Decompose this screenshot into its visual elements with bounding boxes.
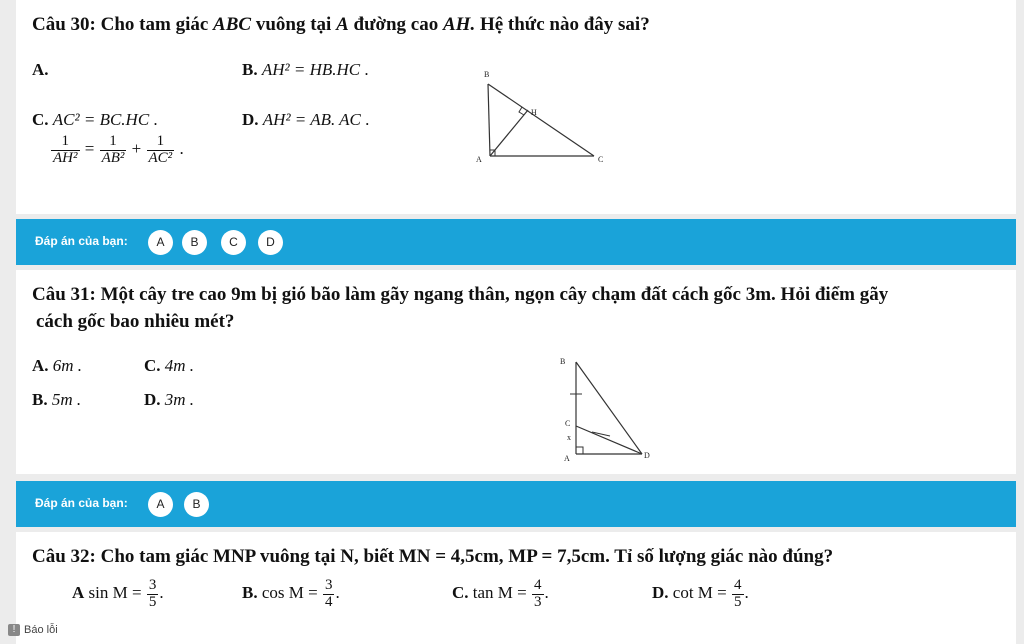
- q30-option-b: B. AH² = HB.HC .: [242, 60, 369, 79]
- q31-figure-label-c: C: [565, 419, 571, 428]
- q30-figure-label-a: A: [476, 155, 482, 164]
- q31-figure-label-a: A: [564, 454, 570, 463]
- answer-choice-b[interactable]: B: [184, 492, 209, 517]
- answer-label: Đáp án của bạn:: [35, 234, 128, 248]
- question-31-title: Câu 31: Một cây tre cao 9m bị gió bão làm gãy ngang thân, ngọn cây chạm đất cách gốc 3m. Hỏi điểm gãy: [32, 284, 889, 305]
- q32-option-d: D. cot M = $\frac{4}{5}$ .: [652, 577, 749, 610]
- q30-option-d: D. AH² = AB. AC .: [242, 110, 370, 129]
- q30-figure-label-c: C: [598, 155, 604, 164]
- question-31-title-cont: cách gốc bao nhiêu mét?: [36, 311, 235, 332]
- answer-label: Đáp án của bạn:: [35, 496, 128, 510]
- question-32-title: Câu 32: Cho tam giác MNP vuông tại N, biết MN = 4,5cm, MP = 7,5cm. Tỉ số lượng giác nào đúng?: [32, 546, 834, 567]
- answer-bar-q31: [16, 481, 1016, 527]
- answer-choice-a[interactable]: A: [148, 230, 173, 255]
- q30-option-c: C. AC² = BC.HC .: [32, 110, 158, 129]
- question-30-title: Câu 30: Cho tam giác ABC vuông tại A đường cao AH. Hệ thức nào đây sai?: [32, 14, 650, 35]
- answer-bar-q30: [16, 219, 1016, 265]
- q30-triangle-figure: [468, 64, 618, 174]
- q32-option-b: B. cos M = $\frac{3}{4}$ .: [242, 577, 340, 610]
- answer-choice-c[interactable]: C: [221, 230, 246, 255]
- report-error-button[interactable]: [8, 624, 58, 636]
- q31-option-d: D. 3m .: [144, 390, 195, 409]
- q31-tree-figure: [552, 350, 662, 468]
- q30-figure-label-b: B: [484, 70, 490, 79]
- answer-choice-d[interactable]: D: [258, 230, 283, 255]
- q30-option-a-label: A.: [32, 60, 49, 79]
- q31-option-a: A. 6m .: [32, 356, 83, 375]
- answer-choice-a[interactable]: A: [148, 492, 173, 517]
- q32-option-c: C. tan M = $\frac{4}{3}$ .: [452, 577, 549, 610]
- flag-icon: !: [8, 624, 20, 636]
- q31-option-c: C. 4m .: [144, 356, 195, 375]
- q32-option-a: A sin M = $\frac{3}{5}$ .: [72, 577, 164, 610]
- q31-figure-label-x: x: [567, 433, 571, 442]
- q30-figure-label-h: H: [531, 108, 537, 117]
- report-error-label: Báo lỗi: [24, 624, 58, 636]
- q31-figure-label-d: D: [644, 451, 650, 460]
- q31-option-b: B. 5m .: [32, 390, 82, 409]
- answer-choice-b[interactable]: B: [182, 230, 207, 255]
- q30-option-a-expression: $\frac{1}{\text{AH²}}$ = $\frac{1}{\text{AB²}}$ + $\frac{1}{\text{AC²}}$ .: [53, 133, 184, 166]
- q31-figure-label-b: B: [560, 357, 566, 366]
